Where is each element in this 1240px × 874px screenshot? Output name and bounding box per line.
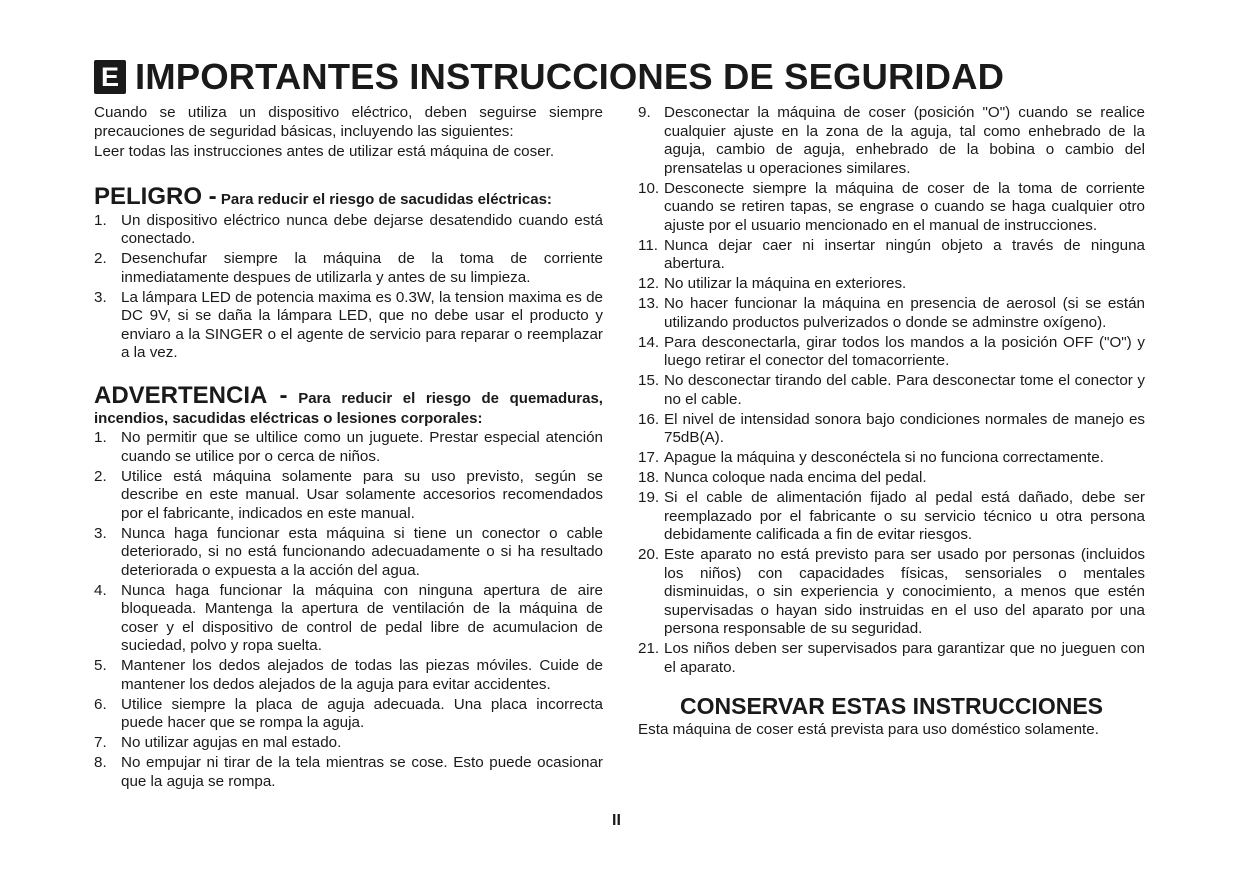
- list-item: 5. Mantener los dedos alejados de todas las piezas móviles. Cuide de mantener los dedos alejados de la aguja para evitar accidentes.: [94, 657, 603, 693]
- list-item: 7. No utilizar agujas en mal estado.: [94, 734, 342, 751]
- peligro-heading: [94, 184, 603, 210]
- list-item: 9. Desconectar la máquina de coser (posición "O") cuando se realice cualquier ajuste en la zona de la aguja, tal como enhebrado de la aguja, cambio de aguja, enhebrado de la bobina o cambio del prensatelas u operaciones similares.: [638, 104, 1145, 177]
- list-item: 15. No desconectar tirando del cable. Para desconectar tome el conector y no el cable.: [638, 372, 1145, 408]
- list-item: 20. Este aparato no está previsto para ser usado por personas (incluidos los niños) con capacidades físicas, sensoriales o mentales disminuidas, o sin experiencia y conocimiento, a menos que estén supervisadas o hayan sido instruidas en el uso del aparato por una persona responsable de su seguridad.: [638, 546, 1145, 637]
- left-column: [94, 104, 603, 793]
- list-item: 19. Si el cable de alimentación fijado al pedal está dañado, debe ser reemplazado por el fabricante o su servicio técnico u otra persona debidamente calificada a fin de evitar riesgos.: [638, 489, 1145, 543]
- list-item: 6. Utilice siempre la placa de aguja adecuada. Una placa incorrecta puede hacer que se rompa la aguja.: [94, 695, 603, 731]
- list-item: 16. El nivel de intensidad sonora bajo condiciones normales de manejo es 75dB(A).: [638, 410, 1145, 446]
- list-item: 17. Apague la máquina y desconéctela si no funciona correctamente.: [638, 449, 1104, 466]
- list-item: 12. No utilizar la máquina en exteriores.: [638, 275, 907, 292]
- list-item: 4. Nunca haga funcionar la máquina con ninguna apertura de aire bloqueada. Mantenga la apertura de ventilación de la máquina de coser y el dispositivo de control de pedal libre de acumulacion de suciedad, polvo y ropa suelta.: [94, 581, 603, 654]
- list-item: 1. No permitir que se ultilice como un juguete. Prestar especial atención cuando se utilice por o cerca de niños.: [94, 429, 603, 465]
- closing-note: Esta máquina de coser está prevista para uso doméstico solamente.: [638, 721, 1099, 738]
- list-item: 8. No empujar ni tirar de la tela mientras se cose. Esto puede ocasionar que la aguja se rompa.: [94, 754, 603, 790]
- intro-paragraph: Leer todas las instrucciones antes de utilizar está máquina de coser.: [94, 143, 555, 160]
- peligro-subtitle: Para reducir el riesgo de sacudidas eléctricas:: [220, 190, 552, 208]
- advertencia-title: ADVERTENCIA -: [94, 381, 288, 409]
- list-item: 3. La lámpara LED de potencia maxima es 0.3W, la tension maxima es de DC 9V, si se daña la lámpara LED, que no debe usar el producto y enviaro a la SINGER o el agente de servicio para reparar o reemplazar a la vez.: [94, 288, 603, 361]
- list-item: 2. Utilice está máquina solamente para su uso previsto, según se describe en este manual. Usar solamente accesorios recomendados por el fabricante, indicados en este manual.: [94, 467, 603, 522]
- peligro-title: PELIGRO -: [94, 182, 217, 210]
- intro: [94, 104, 603, 162]
- page-title: IMPORTANTES INSTRUCCIONES DE SEGURIDAD: [135, 56, 1005, 97]
- list-item: 3. Nunca haga funcionar esta máquina si tiene un conector o cable deteriorado, si no está funcionando adecuadamente o si ha resultado deteriorada o expuesta a la acción del agua.: [94, 524, 603, 579]
- list-item: 18. Nunca coloque nada encima del pedal.: [638, 469, 927, 486]
- advertencia-list-left: [94, 429, 603, 791]
- intro-paragraph: Cuando se utiliza un dispositivo eléctrico, deben seguirse siempre precauciones de seguridad básicas, incluyendo las siguientes:: [94, 104, 603, 140]
- page-number: II: [612, 812, 621, 829]
- advertencia-list-right: [638, 104, 1145, 677]
- closing-heading: CONSERVAR ESTAS INSTRUCCIONES: [680, 693, 1103, 719]
- list-item: 21. Los niños deben ser supervisados para garantizar que no jueguen con el aparato.: [638, 640, 1145, 676]
- list-item: 14. Para desconectarla, girar todos los mandos a la posición OFF ("O") y luego retirar el conector del tomacorriente.: [638, 333, 1145, 369]
- title-row: [94, 56, 1004, 98]
- peligro-list: [94, 212, 603, 363]
- advertencia-subtitle: Para reducir el riesgo de quemaduras, incendios, sacudidas eléctricas o lesiones corporales:: [94, 389, 603, 427]
- list-item: 2. Desenchufar siempre la máquina de la toma de corriente inmediatamente despues de utilizarla y antes de su limpieza.: [94, 250, 603, 286]
- advertencia-heading: [94, 383, 603, 429]
- right-column: [638, 104, 1145, 740]
- list-item: 10. Desconecte siempre la máquina de coser de la toma de corriente cuando se retiren tapas, se engrase o cuando se haga cualquier otro ajuste por el usuario mencionado en el manual de instrucciones.: [638, 179, 1145, 234]
- list-item: 1. Un dispositivo eléctrico nunca debe dejarse desatendido cuando está conectado.: [94, 211, 603, 247]
- list-item: 11. Nunca dejar caer ni insertar ningún objeto a través de ninguna abertura.: [638, 236, 1145, 272]
- language-badge: E: [94, 60, 126, 94]
- list-item: 13. No hacer funcionar la máquina en presencia de aerosol (si se están utilizando productos pulverizados o donde se adminstre oxígeno).: [638, 295, 1145, 331]
